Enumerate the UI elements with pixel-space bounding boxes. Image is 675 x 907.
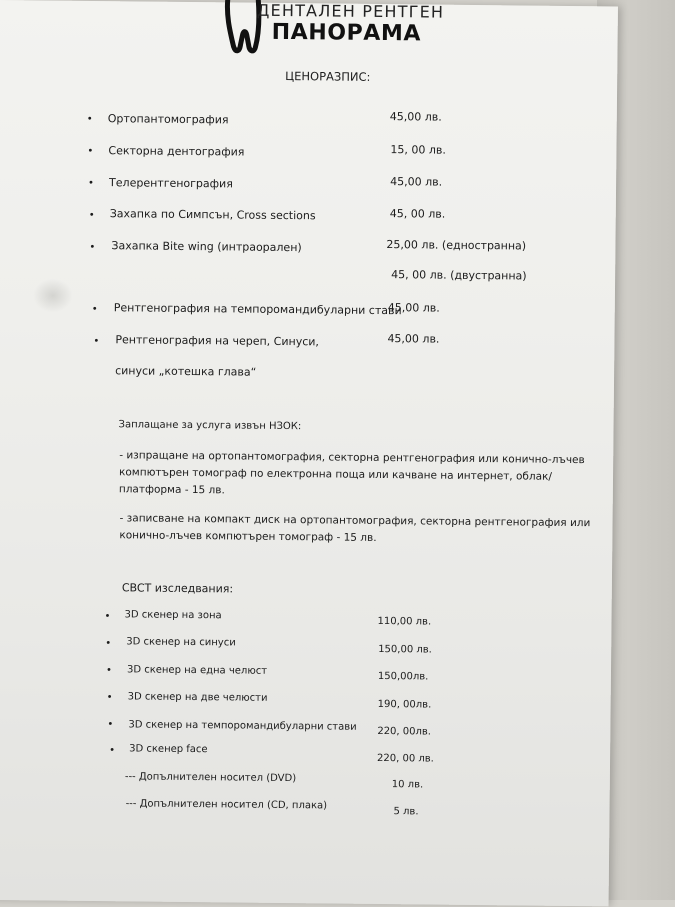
bullet-icon: • [107, 719, 114, 731]
bullet-icon: • [91, 303, 98, 316]
cbct-title: CBCT изследвания: [121, 581, 234, 596]
cbct-item-price: 220, 00 лв. [377, 752, 434, 765]
service-name: Захапка Bite wing (интраорален) [111, 239, 302, 255]
paper-crease [33, 278, 73, 312]
service-name: Телерентгенография [109, 176, 233, 191]
cbct-item-name: 3D скенер на темпоромандибуларни стави [128, 719, 357, 733]
extra-services-title: Заплащане за услуга извън НЗОК: [118, 419, 302, 433]
service-price: 45, 00 лв. [389, 207, 446, 221]
service-name: Секторна дентография [108, 144, 245, 159]
cbct-item-price: 150,00 лв. [378, 643, 432, 656]
bullet-icon: • [87, 145, 94, 157]
bullet-icon: • [88, 177, 95, 189]
service-price: 45,00 лв. [387, 301, 440, 315]
service-price: 25,00 лв. (едностранна) [386, 238, 527, 253]
cbct-item-name: 3D скенер на синуси [126, 636, 236, 649]
cbct-item-name: 3D скенер на една челюст [126, 664, 268, 677]
bullet-icon: • [88, 209, 95, 222]
logo-line2: ПАНОРАМА [271, 19, 422, 47]
extra-note: - изпращане на ортопантомография, секторна рентгенография или конично-лъчев компютърен томограф по електронна поща или качване на интернет, облак/платформа - 15 лв. [118, 449, 585, 497]
service-name: Рентгенография на темпоромандибуларни стави [113, 301, 402, 318]
bullet-icon: • [105, 665, 112, 677]
service-price: 45,00 лв. [390, 175, 443, 189]
logo-line1: ДЕНТАЛЕН РЕНТГЕН [256, 0, 445, 22]
media-item-price: 10 лв. [391, 779, 424, 791]
price-list-title: ЦЕНОРАЗПИС: [285, 68, 371, 84]
cbct-item-name: 3D скенер на две челюсти [127, 691, 268, 704]
logo [221, 2, 462, 57]
extra-note: - записване на компакт диск на ортопантомография, секторна рентгенография или конично-лъчев компютърен томограф - 15 лв. [119, 512, 591, 544]
service-name: Рентгенография на череп, Синуси, [115, 333, 320, 349]
cbct-item-price: 220, 00лв. [377, 725, 432, 738]
media-item-name: --- Допълнителен носител (DVD) [124, 771, 297, 785]
cbct-item-name: 3D скенер на зона [124, 609, 222, 622]
service-name: Захапка по Симпсън, Cross sections [109, 207, 316, 223]
bullet-icon: • [89, 241, 96, 254]
bullet-icon: • [104, 611, 111, 623]
bullet-icon: • [109, 745, 116, 757]
bullet-icon: • [105, 638, 112, 650]
bullet-icon: • [93, 335, 100, 348]
service-name-continuation: синуси „котешка глава“ [115, 364, 257, 379]
service-price: 45,00 лв. [387, 332, 440, 346]
service-price: 45,00 лв. [389, 110, 442, 124]
media-item-price: 5 лв. [393, 806, 419, 818]
cbct-item-name: 3D скенер face [129, 743, 208, 756]
service-price: 15, 00 лв. [390, 143, 447, 157]
service-price-secondary: 45, 00 лв. (двустранна) [391, 268, 527, 283]
cbct-item-price: 150,00лв. [377, 670, 429, 683]
cbct-item-price: 110,00 лв. [377, 615, 432, 628]
service-name: Ортопантомография [107, 112, 229, 127]
cbct-item-price: 190, 00лв. [377, 698, 432, 711]
bullet-icon: • [106, 692, 113, 704]
bullet-icon: • [86, 113, 93, 125]
media-item-name: --- Допълнителен носител (CD, плака) [125, 798, 328, 812]
